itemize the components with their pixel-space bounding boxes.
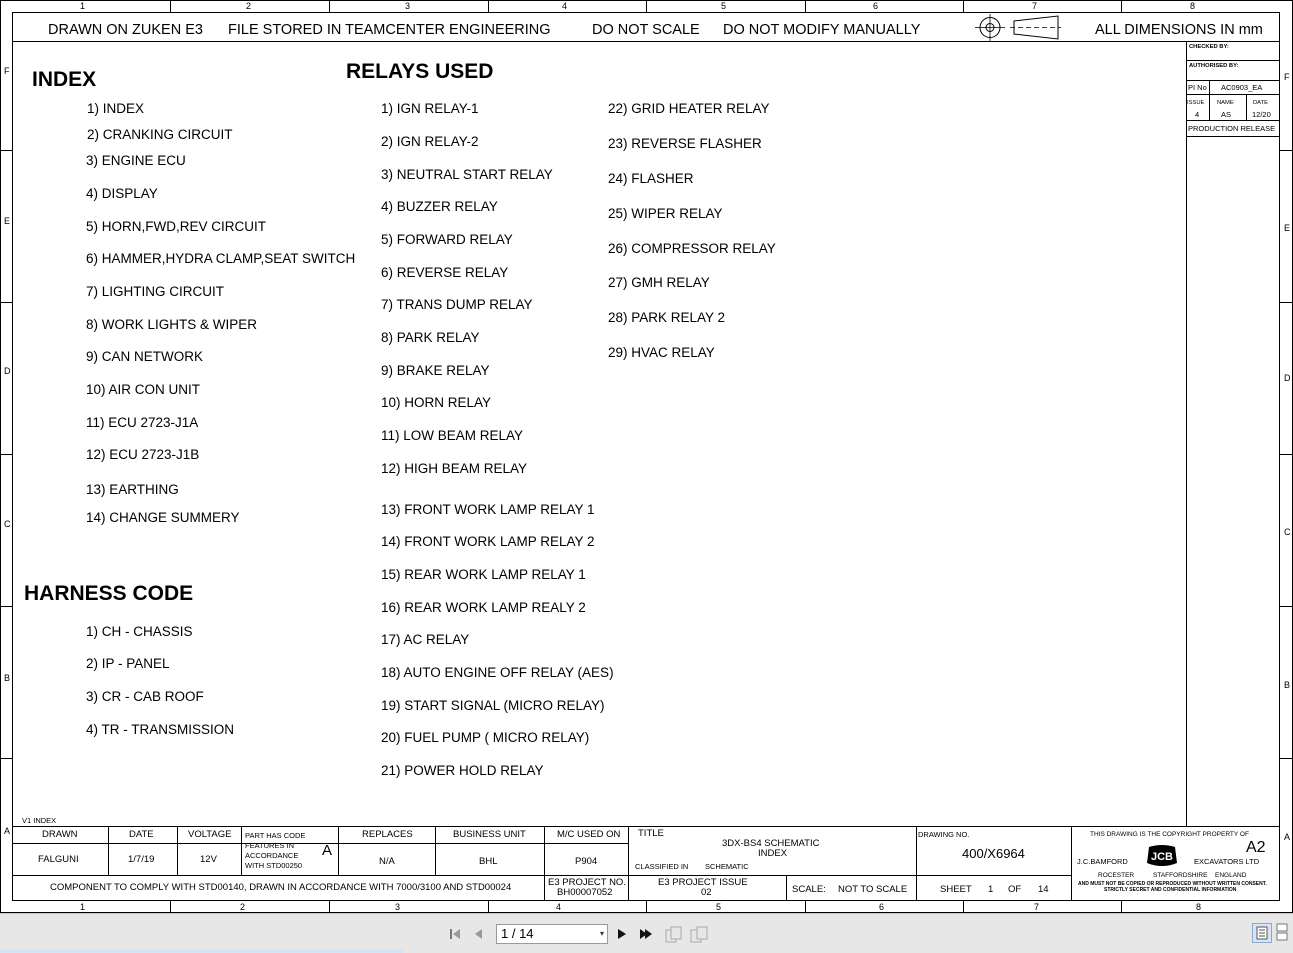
relay-item: 22) GRID HEATER RELAY	[608, 101, 770, 116]
viewer-toolbar	[0, 913, 1293, 953]
continuous-view-button[interactable]	[1273, 923, 1293, 943]
previous-page-button[interactable]	[470, 926, 486, 942]
features-text-1: PART HAS CODE	[245, 831, 306, 840]
index-item: 1) INDEX	[87, 101, 145, 116]
two-page-icon	[690, 926, 708, 944]
zone-col-bottom-8: 8	[1196, 902, 1202, 912]
zone-col-top-8: 8	[1190, 1, 1196, 11]
relay-item: 20) FUEL PUMP ( MICRO RELAY)	[381, 730, 590, 745]
zone-row-left-D: D	[4, 366, 11, 376]
name-value: AS	[1221, 110, 1232, 119]
relay-item: 16) REAR WORK LAMP REALY 2	[381, 600, 586, 615]
single-page-view-button[interactable]	[1252, 923, 1272, 943]
zone-col-top-4: 4	[562, 1, 568, 11]
relay-item: 9) BRAKE RELAY	[381, 363, 490, 378]
e3-project-issue-value: 02	[701, 887, 712, 898]
name-label: NAME	[1217, 100, 1234, 106]
drawn-label: DRAWN	[42, 829, 78, 840]
index-item: 10) AIR CON UNIT	[86, 382, 201, 397]
classified-value: SCHEMATIC	[705, 862, 749, 871]
relay-item: 21) POWER HOLD RELAY	[381, 763, 544, 778]
voltage-value: 12V	[200, 854, 217, 865]
location-1: ROCESTER	[1098, 872, 1135, 879]
relay-item: 24) FLASHER	[608, 171, 694, 186]
checked-by-label: CHECKED BY:	[1189, 44, 1229, 50]
relay-item: 14) FRONT WORK LAMP RELAY 2	[381, 534, 595, 549]
frame-inner-right	[1279, 12, 1280, 901]
relay-item: 3) NEUTRAL START RELAY	[381, 167, 553, 182]
mc-used-label: M/C USED ON	[557, 829, 621, 840]
zone-row-left-C: C	[4, 519, 11, 529]
relay-item: 15) REAR WORK LAMP RELAY 1	[381, 567, 586, 582]
relay-item: 8) PARK RELAY	[381, 330, 480, 345]
date-field-label: DATE	[129, 829, 154, 840]
pi-no-value: AC0903_EA	[1221, 83, 1263, 92]
e3-project-issue-label: E3 PROJECT ISSUE	[658, 877, 748, 888]
title-line-1: 3DX-BS4 SCHEMATIC	[722, 838, 820, 849]
index-item: 8) WORK LIGHTS & WIPER	[86, 317, 258, 332]
zone-col-bottom-2: 2	[240, 902, 246, 912]
harness-item: 2) IP - PANEL	[86, 656, 170, 671]
harness-title: HARNESS CODE	[24, 582, 194, 605]
company-left: J.C.BAMFORD	[1077, 857, 1128, 866]
relay-item: 11) LOW BEAM RELAY	[381, 428, 524, 443]
zone-col-top-6: 6	[873, 1, 879, 11]
header-divider	[12, 41, 1280, 42]
zone-col-bottom-6: 6	[879, 902, 885, 912]
zone-row-right-A: A	[1284, 832, 1291, 842]
index-item: 4) DISPLAY	[86, 186, 158, 201]
last-page-button[interactable]	[638, 926, 654, 942]
viewer-progress-strip	[0, 949, 403, 953]
zone-row-right-F: F	[1284, 72, 1290, 82]
single-page-icon	[1253, 924, 1271, 942]
zone-col-top-2: 2	[246, 1, 252, 11]
zone-row-left-E: E	[4, 216, 11, 226]
rotate-view-button[interactable]	[665, 926, 681, 942]
previous-page-icon	[470, 926, 486, 942]
zone-col-bottom-5: 5	[716, 902, 722, 912]
zone-col-bottom-3: 3	[395, 902, 401, 912]
scale-value: NOT TO SCALE	[838, 884, 908, 895]
pi-no-label: PI No	[1188, 83, 1207, 92]
relay-item: 25) WIPER RELAY	[608, 206, 723, 221]
header-do-not-scale: DO NOT SCALE	[592, 22, 700, 38]
sheet-size: A2	[1246, 839, 1266, 856]
sheet-name-label: V1 INDEX	[22, 816, 57, 825]
date-field-value: 1/7/19	[128, 854, 155, 865]
last-page-icon	[638, 926, 654, 942]
relay-item: 26) COMPRESSOR RELAY	[608, 241, 776, 256]
two-page-view-button[interactable]	[690, 926, 706, 942]
relay-item: 19) START SIGNAL (MICRO RELAY)	[381, 698, 605, 713]
features-value: A	[322, 842, 333, 859]
business-unit-value: BHL	[479, 856, 498, 867]
index-item: 5) HORN,FWD,REV CIRCUIT	[86, 219, 266, 234]
features-text-4: WITH STD00250	[245, 861, 303, 870]
confidential-1: AND MUST NOT BE COPIED OR REPRODUCED WITHOUT WRITTEN CONSENT.	[1078, 881, 1267, 887]
relay-item: 12) HIGH BEAM RELAY	[381, 461, 528, 476]
zone-col-top-5: 5	[721, 1, 727, 11]
of-word: OF	[1008, 884, 1022, 895]
comply-text: COMPONENT TO COMPLY WITH STD00140, DRAWN IN ACCORDANCE WITH 7000/3100 AND STD00024	[50, 882, 512, 893]
index-item: 13) EARTHING	[86, 482, 179, 497]
relay-item: 5) FORWARD RELAY	[381, 232, 513, 247]
relay-item: 10) HORN RELAY	[381, 395, 492, 410]
zone-row-right-D: D	[1284, 373, 1291, 383]
replaces-label: REPLACES	[362, 829, 413, 840]
drawn-value: FALGUNI	[38, 854, 79, 865]
scale-label: SCALE:	[792, 884, 826, 895]
relay-item: 1) IGN RELAY-1	[381, 101, 479, 116]
production-release-label: PRODUCTION RELEASE	[1188, 124, 1276, 133]
relay-item: 17) AC RELAY	[381, 632, 470, 647]
next-page-button[interactable]	[614, 926, 630, 942]
frame-outer-left	[0, 0, 1, 913]
index-title: INDEX	[32, 68, 97, 91]
relay-item: 6) REVERSE RELAY	[381, 265, 509, 280]
drawing-no-value: 400/X6964	[962, 846, 1025, 861]
jcb-logo-icon	[1144, 843, 1180, 869]
sheet-number: 1	[988, 884, 994, 895]
index-item: 2) CRANKING CIRCUIT	[87, 127, 233, 142]
index-item: 3) ENGINE ECU	[86, 153, 186, 168]
classified-label: CLASSIFIED IN	[635, 862, 689, 871]
company-right: EXCAVATORS LTD	[1194, 857, 1260, 866]
e3-project-no-value: BH00007052	[557, 887, 613, 898]
side-panel-divider	[1186, 41, 1187, 827]
pages-icon	[665, 926, 683, 944]
zone-col-bottom-4: 4	[556, 902, 562, 912]
features-text-2: FEATURES IN	[245, 841, 295, 850]
index-item: 7) LIGHTING CIRCUIT	[86, 284, 225, 299]
e3-project-no-label: E3 PROJECT NO.	[548, 877, 626, 888]
issue-value: 4	[1195, 110, 1200, 119]
voltage-label: VOLTAGE	[188, 829, 232, 840]
sheet-word: SHEET	[940, 884, 972, 895]
replaces-value: N/A	[379, 856, 395, 867]
dropdown-arrow-icon: ▾	[599, 929, 604, 938]
drawing-no-label: DRAWING NO.	[918, 830, 970, 839]
copyright-text: THIS DRAWING IS THE COPYRIGHT PROPERTY OF	[1090, 831, 1249, 838]
date-value: 12/20	[1252, 110, 1271, 119]
header-drawn-on: DRAWN ON ZUKEN E3	[48, 22, 203, 38]
mc-used-value: P904	[575, 856, 598, 867]
zone-col-bottom-7: 7	[1034, 902, 1040, 912]
relay-item: 27) GMH RELAY	[608, 275, 710, 290]
title-label: TITLE	[638, 828, 664, 839]
header-do-not-modify: DO NOT MODIFY MANUALLY	[723, 22, 921, 38]
zone-row-left-A: A	[4, 826, 11, 836]
relay-item: 13) FRONT WORK LAMP RELAY 1	[381, 502, 595, 517]
relay-item: 7) TRANS DUMP RELAY	[381, 297, 533, 312]
zone-col-top-3: 3	[405, 1, 411, 11]
header-dimensions: ALL DIMENSIONS IN mm	[1095, 22, 1263, 38]
business-unit-label: BUSINESS UNIT	[453, 829, 526, 840]
location-3: ENGLAND	[1215, 872, 1247, 879]
page-indicator: 1 / 14	[501, 926, 534, 941]
relays-title: RELAYS USED	[346, 60, 494, 83]
index-item: 14) CHANGE SUMMERY	[86, 510, 240, 525]
index-item: 11) ECU 2723-J1A	[86, 415, 199, 430]
index-item: 9) CAN NETWORK	[86, 349, 204, 364]
relay-item: 2) IGN RELAY-2	[381, 134, 479, 149]
features-text-3: ACCORDANCE	[245, 851, 299, 860]
zone-row-right-E: E	[1284, 223, 1291, 233]
relay-item: 29) HVAC RELAY	[608, 345, 715, 360]
authorised-by-label: AUTHORISED BY:	[1189, 63, 1239, 69]
next-page-icon	[614, 926, 630, 942]
relay-item: 23) REVERSE FLASHER	[608, 136, 762, 151]
frame-inner-left	[12, 12, 13, 901]
zone-col-top-1: 1	[80, 1, 86, 11]
zone-col-top-7: 7	[1032, 1, 1038, 11]
date-label: DATE	[1253, 100, 1269, 106]
frame-inner-top	[12, 12, 1280, 13]
zone-row-right-B: B	[1284, 680, 1291, 690]
index-item: 6) HAMMER,HYDRA CLAMP,SEAT SWITCH	[86, 251, 356, 266]
zone-row-right-C: C	[1284, 527, 1291, 537]
title-block-top	[12, 826, 1280, 827]
first-page-button[interactable]	[447, 926, 463, 942]
confidential-2: STRICTLY SECRET AND CONFIDENTIAL INFORMATION	[1104, 887, 1237, 893]
zone-row-left-F: F	[4, 66, 10, 76]
relay-item: 18) AUTO ENGINE OFF RELAY (AES)	[381, 665, 614, 680]
continuous-page-icon	[1273, 923, 1291, 941]
index-item: 12) ECU 2723-J1B	[86, 447, 200, 462]
title-line-2: INDEX	[758, 848, 788, 859]
projection-symbol-icon	[972, 13, 1062, 42]
relay-item: 4) BUZZER RELAY	[381, 199, 498, 214]
page-number-select[interactable]	[496, 924, 608, 944]
issue-label: ISSUE	[1187, 100, 1205, 106]
harness-item: 1) CH - CHASSIS	[86, 624, 193, 639]
location-2: STAFFORDSHIRE	[1153, 872, 1208, 879]
sheet-total: 14	[1038, 884, 1049, 895]
first-page-icon	[447, 926, 463, 942]
harness-item: 4) TR - TRANSMISSION	[86, 722, 235, 737]
zone-col-bottom-1: 1	[80, 902, 86, 912]
header-file-stored: FILE STORED IN TEAMCENTER ENGINEERING	[228, 22, 551, 38]
svg-text:JCB: JCB	[1150, 851, 1174, 863]
harness-item: 3) CR - CAB ROOF	[86, 689, 204, 704]
relay-item: 28) PARK RELAY 2	[608, 310, 726, 325]
zone-row-left-B: B	[4, 673, 11, 683]
